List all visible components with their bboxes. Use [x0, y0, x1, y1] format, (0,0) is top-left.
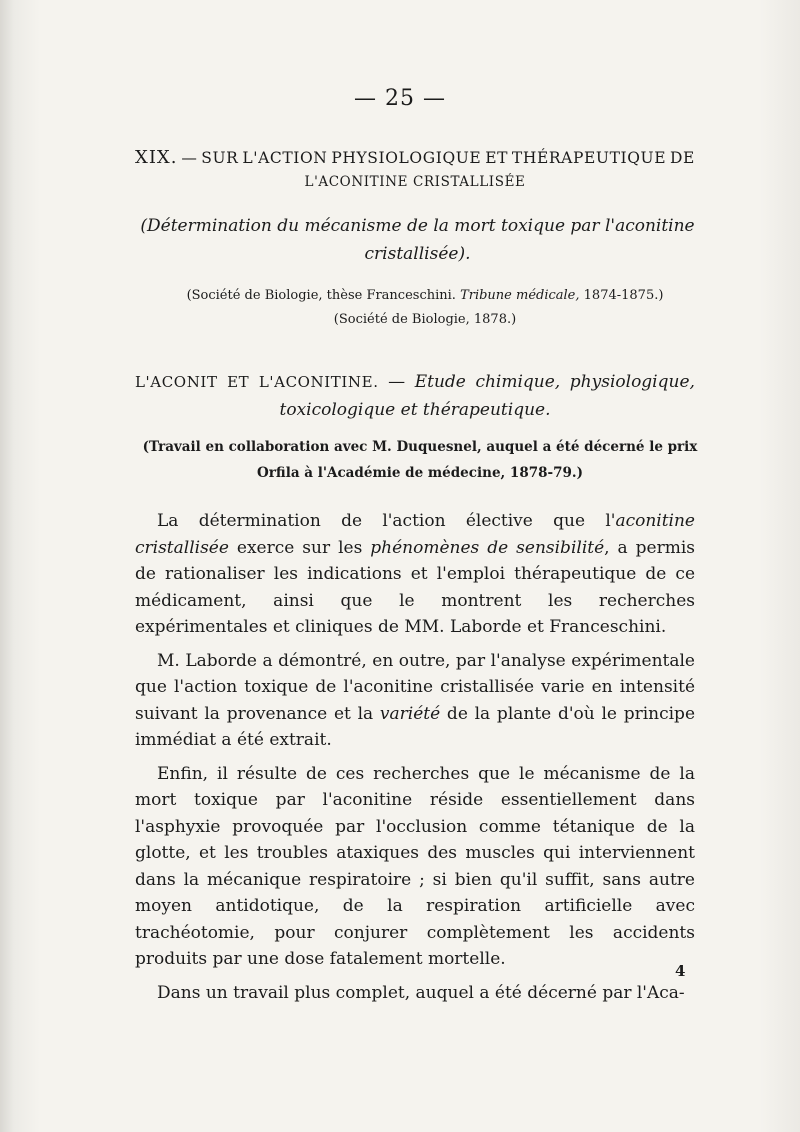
references [150, 284, 700, 332]
work-title-line2: toxicologique et thérapeutique. [279, 400, 551, 420]
signature-mark: 4 [675, 962, 686, 980]
paragraph-1: La détermination de l'action élective que l'aconitine cristallisée exerce sur les phénomènes de sensibilité, a permis de rationaliser les indications et l'emploi thérapeutique de ce médicament, ainsi que le montrent les recherches expérimentales et cliniques de MM. Laborde et Franceschini. [135, 511, 695, 637]
paragraph-4: Dans un travail plus complet, auquel a été décerné par l'Aca- [157, 982, 685, 1003]
paragraph-3: Enfin, il résulte de ces recherches que le mécanisme de la mort toxique par l'aconitine réside essentiellement dans l'asphyxie provoquée par l'occlusion comme tétanique de la glotte, et les troubles ataxiques des muscles qui interviennent dans la mécanique respiratoire ; si bien qu'il suffit, sans autre moyen antidotique, de la respiration artificielle avec trachéotomie, pour conjurer complètement les accidents produits par une dose fatalement mortelle. [135, 763, 695, 969]
section-heading-line1 [135, 146, 695, 170]
paragraph-2: M. Laborde a démontré, en outre, par l'analyse expérimentale que l'action toxique de l'aconitine cristallisée varie en intensité suivant la provenance et la variété de la plante d'où le principe immédiat a été extrait. [135, 650, 695, 750]
collaboration-note [140, 434, 700, 486]
journal-title: Tribune médicale, [460, 288, 580, 303]
collaboration-line-1: (Travail en collaboration avec M. Duquesnel, auquel a été décerné le prix [142, 439, 698, 455]
reference-line-2: (Société de Biologie, 1878.) [333, 312, 517, 327]
section-word: THÉRAPEUTIQUE [511, 149, 667, 167]
section-heading [135, 146, 695, 194]
body-text [135, 508, 695, 1008]
section-word: ET [485, 149, 509, 167]
section-word: L'ACTION [242, 149, 328, 167]
section-word: DE [669, 149, 695, 167]
reference-line-1: (Société de Biologie, thèse Franceschini. Tribune médicale, 1874-1875.) [186, 288, 664, 303]
page-number: — 25 — [354, 86, 446, 111]
section-heading-line2: L'ACONITINE CRISTALLISÉE [304, 174, 526, 190]
work-title [135, 368, 695, 424]
section-subtitle: (Détermination du mécanisme de la mort toxique par l'aconitine cristallisée). [140, 216, 695, 264]
section-number: XIX. [135, 147, 178, 168]
work-title-line1: L'ACONIT ET L'ACONITINE. — Etude chimique, physiologique, [135, 372, 695, 392]
section-word: PHYSIOLOGIQUE [331, 149, 482, 167]
collaboration-line-2: Orfila à l'Académie de médecine, 1878-79.) [257, 465, 583, 481]
section-word: SUR [201, 149, 239, 167]
section-dash: — [181, 149, 198, 167]
